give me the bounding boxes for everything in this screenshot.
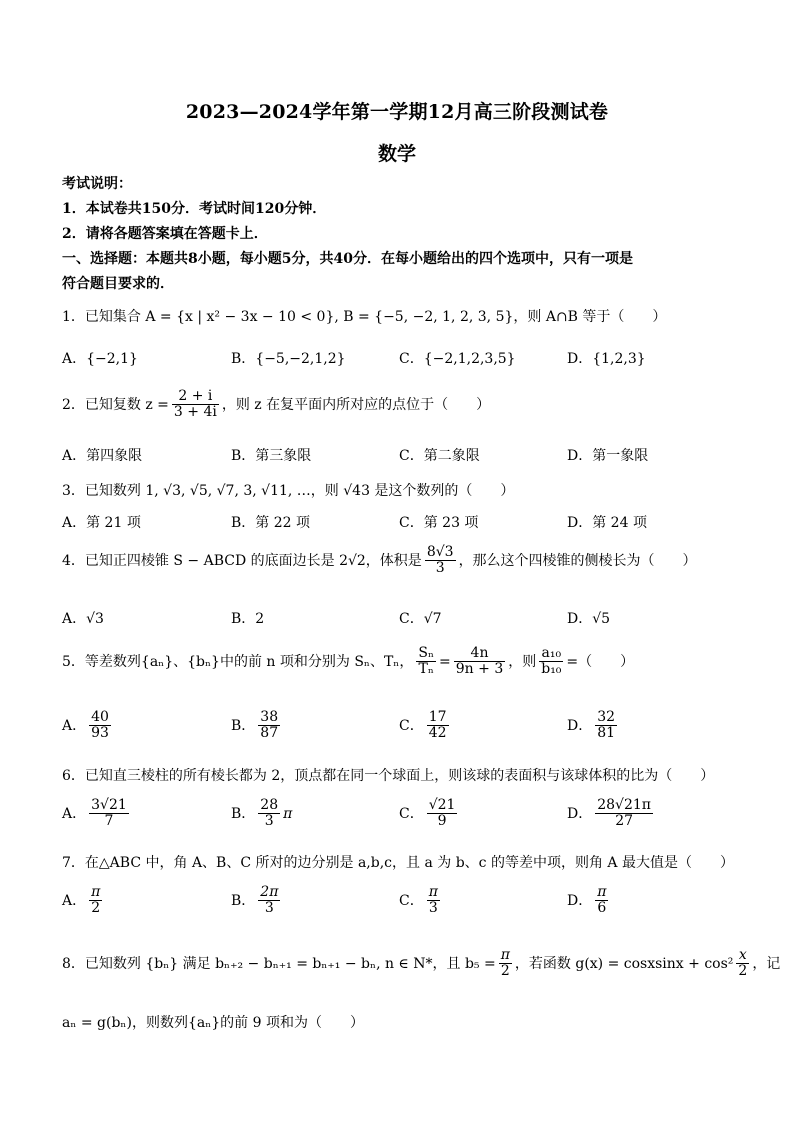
question-2-stem-pre: 2．已知复数 z = [62, 396, 169, 413]
question-2-option-a: A．第四象限 [62, 448, 143, 464]
question-4-fraction-denominator: 3 [435, 560, 445, 577]
question-4-option-a: A．√3 [62, 611, 104, 627]
option-numerator: 28√21π [597, 797, 651, 813]
question-5-fraction-3-numerator: a₁₀ [539, 646, 563, 662]
question-8-stem [62, 948, 780, 980]
option-numerator: π [428, 884, 438, 900]
question-8-fraction-1-denominator: 2 [500, 963, 510, 980]
option-numerator: 17 [428, 709, 447, 725]
question-4-stem-pre: 4．已知正四棱锥 S − ABCD 的底面边长是 2√2，体积是 [62, 552, 422, 569]
option-denominator: 2 [91, 900, 101, 917]
question-5-option-a [62, 710, 114, 742]
option-denominator: 93 [91, 725, 109, 742]
option-denominator: 3 [264, 813, 274, 830]
option-numerator: √21 [428, 797, 456, 813]
question-1-option-a: A．{−2,1} [62, 351, 138, 367]
question-1-stem: 1．已知集合 A = {x | x² − 3x − 10 < 0}, B = {−5, −2, 1, 2, 3, 5}，则 A∩B 等于（ ） [62, 309, 667, 325]
question-7-option-b [231, 885, 283, 917]
question-5-fraction-1-numerator: Sₙ [418, 645, 435, 661]
question-8-fraction-2 [736, 948, 749, 980]
question-8-fraction-2-denominator: 2 [738, 963, 748, 980]
question-8-stem-pre: 8．已知数列 {bₙ} 满足 bₙ₊₂ − bₙ₊₁ = bₙ₊₁ − bₙ, n ∈ N*，且 b₅ = [62, 955, 496, 972]
question-2-stem-post: ，则 z 在复平面内所对应的点位于（ ） [221, 396, 491, 413]
option-denominator: 81 [597, 725, 616, 742]
option-label: D． [567, 892, 593, 909]
option-numerator: π [91, 884, 101, 900]
option-fraction [258, 885, 280, 917]
section-description-line-1: 一、选择题：本题共8小题，每小题5分，共40分．在每小题给出的四个选项中，只有一项是 [62, 251, 633, 267]
option-fraction [595, 710, 617, 742]
question-2-option-c: C．第二象限 [399, 448, 480, 464]
question-7-option-d [567, 885, 611, 917]
option-label: B． [231, 892, 256, 909]
exam-title: 2023—2024学年第一学期12月高三阶段测试卷 [185, 101, 609, 123]
option-denominator: 87 [260, 725, 279, 742]
question-8-stem-mid: ，若函数 g(x) = cosxsinx + cos² [514, 955, 734, 972]
question-4-stem-post: ，那么这个四棱锥的侧棱长为（ ） [458, 552, 697, 569]
option-denominator: 6 [597, 900, 607, 917]
question-7-stem: 7．在△ABC 中，角 A、B、C 所对的边分别是 a,b,c，且 a 为 b、c 的等差中项，则角 A 最大值是（ ） [62, 855, 734, 871]
option-fraction [595, 885, 608, 917]
question-5-fraction-3-denominator: b₁₀ [541, 661, 562, 678]
question-2-fraction-numerator: 2 + i [172, 389, 219, 405]
question-4-option-c: C．√7 [399, 611, 442, 627]
option-denominator: 27 [615, 813, 634, 830]
question-3-option-b: B．第 22 项 [231, 515, 311, 531]
question-4-stem [62, 545, 697, 577]
question-5-fraction-2-denominator: 9n + 3 [455, 661, 504, 678]
question-5-stem-pre: 5．等差数列{aₙ}、{bₙ}中的前 n 项和分别为 Sₙ、Tₙ， [62, 653, 414, 670]
question-5-stem [62, 646, 634, 678]
question-8-stem-line-2: aₙ = g(bₙ)，则数列{aₙ}的前 9 项和为（ ） [62, 1015, 364, 1031]
option-numerator: 40 [91, 709, 109, 725]
subject-title: 数学 [377, 143, 416, 165]
question-1-option-d: D．{1,2,3} [567, 351, 646, 367]
option-fraction [427, 710, 449, 742]
question-2-stem [62, 389, 490, 421]
question-5-option-b [231, 710, 283, 742]
question-2-option-d: D．第一象限 [567, 448, 649, 464]
question-1-option-c: C．{−2,1,2,3,5} [399, 351, 516, 367]
question-5-stem-mid: ，则 [508, 653, 537, 670]
option-fraction [89, 798, 129, 830]
option-fraction [89, 885, 102, 917]
instruction-item-2: 2．请将各题答案填在答题卡上． [62, 226, 268, 242]
question-6-option-d [567, 798, 656, 830]
option-label: C． [399, 892, 424, 909]
question-2-fraction-denominator: 3 + 4i [173, 404, 217, 421]
option-label: C． [399, 805, 424, 822]
option-numerator: 3√21 [91, 797, 127, 813]
option-numerator: π [597, 884, 607, 900]
option-label: B． [231, 717, 256, 734]
option-label: A． [62, 892, 87, 909]
question-3-option-a: A．第 21 项 [62, 515, 141, 531]
question-7-option-c [399, 885, 443, 917]
question-3-stem: 3．已知数列 1, √3, √5, √7, 3, √11, …，则 √43 是这个数列的（ ） [62, 483, 515, 499]
question-5-equals: = [439, 653, 451, 670]
option-numerator: 2π [260, 884, 279, 900]
question-5-option-c [399, 710, 452, 742]
option-fraction [258, 710, 280, 742]
option-denominator: 3 [264, 900, 274, 917]
question-4-option-d: D．√5 [567, 611, 611, 627]
question-5-fraction-1-denominator: Tₙ [418, 661, 434, 678]
question-5-stem-post: =（ ） [566, 653, 635, 670]
question-2-option-b: B．第三象限 [231, 448, 312, 464]
question-8-stem-post: ，记 [752, 955, 781, 972]
option-label: B． [231, 805, 256, 822]
option-denominator: 7 [104, 813, 114, 830]
question-8-fraction-1-numerator: π [500, 947, 510, 963]
option-suffix: π [283, 805, 293, 822]
question-1-option-b: B．{−5,−2,1,2} [231, 351, 346, 367]
option-denominator: 42 [428, 725, 447, 742]
question-5-option-d [567, 710, 620, 742]
question-8-fraction-2-numerator: x [736, 948, 749, 964]
option-fraction [258, 798, 280, 830]
question-6-option-b [231, 798, 292, 830]
option-denominator: 9 [437, 813, 447, 830]
question-6-option-c [399, 798, 460, 830]
option-label: D． [567, 805, 593, 822]
option-label: C． [399, 717, 424, 734]
question-2-fraction [172, 389, 219, 421]
question-6-option-a [62, 798, 132, 830]
option-denominator: 3 [428, 900, 438, 917]
question-4-fraction [425, 545, 456, 577]
option-numerator: 38 [260, 709, 279, 725]
question-4-fraction-numerator: 8√3 [426, 544, 454, 560]
option-numerator: 32 [597, 709, 616, 725]
question-4-option-b: B．2 [231, 611, 265, 627]
question-3-option-c: C．第 23 项 [399, 515, 479, 531]
option-fraction [427, 885, 440, 917]
option-fraction [427, 798, 458, 830]
question-3-option-d: D．第 24 项 [567, 515, 647, 531]
instructions-heading: 考试说明： [62, 176, 132, 192]
option-fraction [89, 710, 111, 742]
question-7-option-a [62, 885, 105, 917]
section-description-line-2: 符合题目要求的． [62, 276, 174, 292]
question-5-fraction-3 [539, 646, 563, 678]
option-label: A． [62, 805, 87, 822]
question-5-fraction-1 [416, 646, 436, 678]
option-label: D． [567, 717, 593, 734]
question-5-fraction-2-numerator: 4n [454, 646, 505, 662]
question-8-fraction-1 [499, 948, 512, 980]
option-label: A． [62, 717, 87, 734]
question-5-fraction-2 [454, 646, 505, 678]
option-fraction [595, 798, 653, 830]
instruction-item-1: 1．本试卷共150分．考试时间120分钟． [62, 201, 327, 217]
option-numerator: 28 [260, 797, 279, 813]
question-6-stem: 6．已知直三棱柱的所有棱长都为 2，顶点都在同一个球面上，则该球的表面积与该球体积的比为（ ） [62, 768, 715, 784]
